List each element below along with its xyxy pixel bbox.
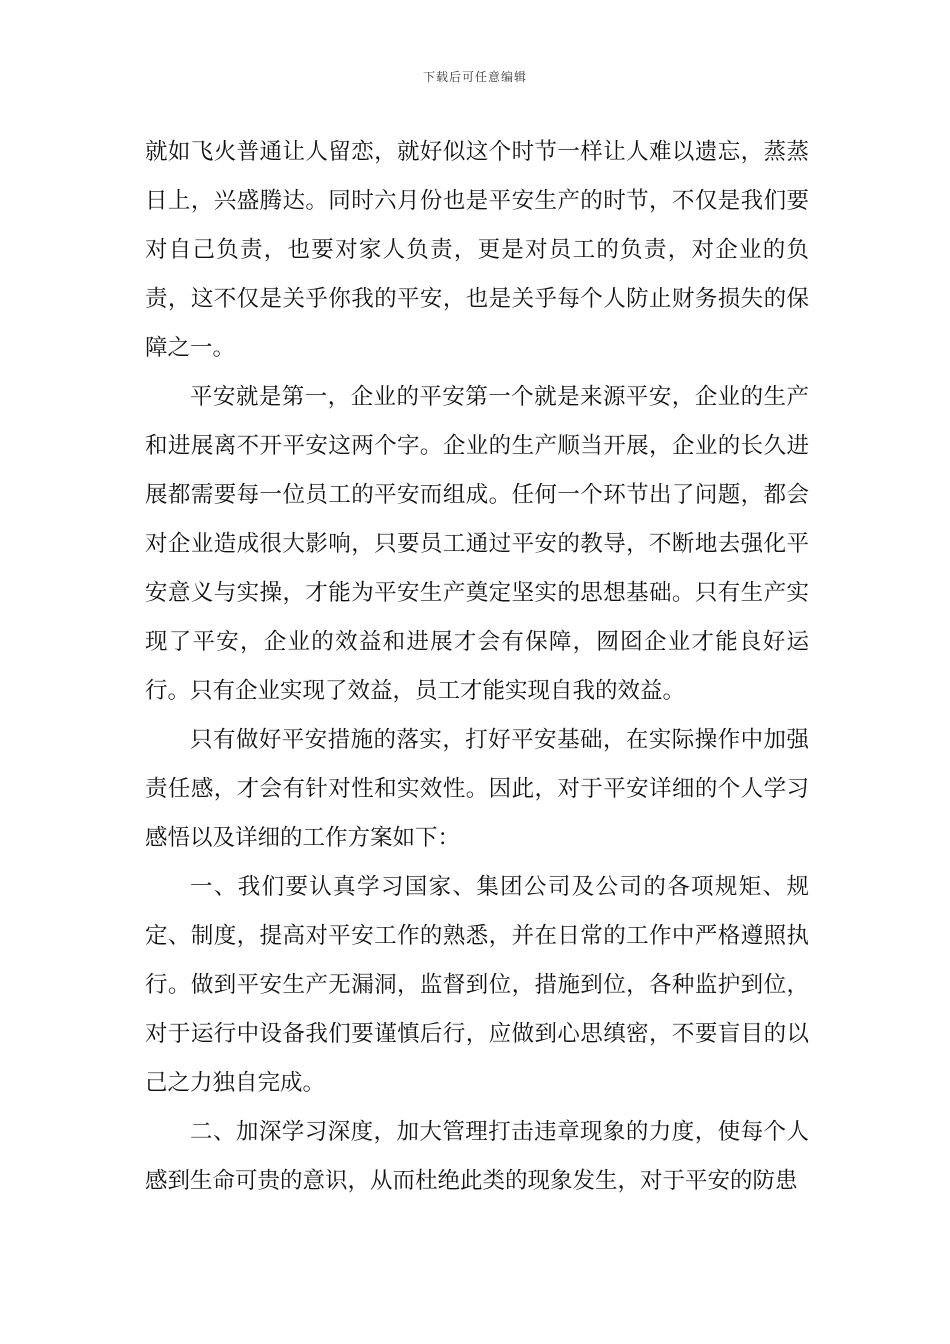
document-body: [145, 128, 809, 1206]
paragraph-4: 一、我们要认真学习国家、集团公司及公司的各项规矩、规定、制度，提高对平安工作的熟悉，并在日常的工作中严格遵照执行。做到平安生产无漏洞，监督到位，措施到位，各种监护到位，对于运行中设备我们要谨慎后行，应做到心思缜密，不要盲目的以己之力独自完成。: [145, 874, 809, 1096]
paragraph-5: 二、加深学习深度，加大管理打击违章现象的力度，使每个人感到生命可贵的意识，从而杜绝此类的现象发生，对于平安的防患: [145, 1119, 809, 1194]
paragraph-2: 平安就是第一，企业的平安第一个就是来源平安，企业的生产和进展离不开平安这两个字。企业的生产顺当开展，企业的长久进展都需要每一位员工的平安而组成。任何一个环节出了问题，都会对企业造成很大影响，只要员工通过平安的教导，不断地去强化平安意义与实操，才能为平安生产奠定坚实的思想基础。只有生产实现了平安，企业的效益和进展才会有保障，囫囵企业才能良好运行。只有企业实现了效益，员工才能实现自我的效益。: [145, 384, 809, 704]
paragraph-1: 就如飞火普通让人留恋，就好似这个时节一样让人难以遗忘，蒸蒸日上，兴盛腾达。同时六月份也是平安生产的时节，不仅是我们要对自己负责，也要对家人负责，更是对员工的负责，对企业的负责，这不仅是关乎你我的平安，也是关乎每个人防止财务损失的保障之一。: [145, 139, 809, 361]
paragraph-3: 只有做好平安措施的落实，打好平安基础，在实际操作中加强责任感，才会有针对性和实效性。因此，对于平安详细的个人学习感悟以及详细的工作方案如下：: [145, 727, 809, 851]
page-header: 下载后可任意编辑: [422, 70, 527, 84]
